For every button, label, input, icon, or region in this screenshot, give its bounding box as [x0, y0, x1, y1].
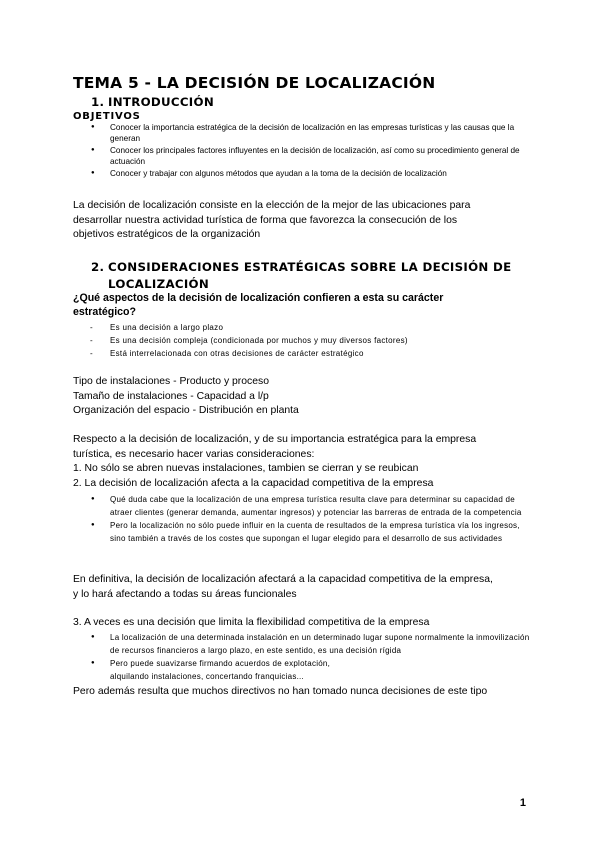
objectives-list — [110, 122, 530, 179]
paragraph-line: turística, es necesario hacer varias consideraciones: — [73, 448, 315, 460]
closing-line: Pero además resulta que muchos directivos no han tomado nunca decisiones de este tipo — [73, 686, 488, 697]
list-item: ● Pero puede suavizarse firmando acuerdos de explotación, alquilando instalaciones, concertando franquicias... — [110, 657, 360, 683]
section-1-number: 1. — [91, 95, 105, 109]
paragraph-line: Tipo de instalaciones - Producto y proceso — [73, 376, 269, 387]
list-item: ● Conocer los principales factores influyentes en la decisión de localización, así como su procedimiento general de actuación — [110, 145, 530, 167]
conclusion-paragraph — [73, 573, 493, 602]
paragraph-line: desarrollar nuestra actividad turística de forma que favorezca la consecución de los — [73, 214, 458, 226]
list-item: - Está interrelacionada con otras decisiones de carácter estratégico — [110, 347, 408, 360]
paragraph-line: 2. La decisión de localización afecta a la capacidad competitiva de la empresa — [73, 477, 434, 489]
page-title: TEMA 5 - LA DECISIÓN DE LOCALIZACIÓN — [73, 74, 436, 92]
objectives-label: OBJETIVOS — [73, 111, 141, 122]
list-item: - Es una decisión a largo plazo — [110, 321, 408, 334]
paragraph-line: Respecto a la decisión de localización, y de su importancia estratégica para la empresa — [73, 434, 477, 445]
considerations-intro — [73, 433, 476, 491]
point-3: 3. A veces es una decisión que limita la flexibilidad competitiva de la empresa — [73, 617, 430, 628]
section-1-title: INTRODUCCIÓN — [108, 95, 214, 109]
intro-paragraph — [73, 199, 470, 243]
section-2-title-line2: LOCALIZACIÓN — [108, 277, 210, 291]
section-2-heading — [91, 259, 511, 293]
strategic-question: ¿Qué aspectos de la decisión de localización confieren a esta su carácter estratégico? — [73, 292, 444, 318]
list-item: ● Pero la localización no sólo puede influir en la cuenta de resultados de la empresa turística vía los ingresos, sino también a través de los costes que supongan el lugar elegido para el desarrollo de sus actividades — [110, 519, 532, 545]
list-item: ● Qué duda cabe que la localización de una empresa turística resulta clave para determinar su capacidad de atraer clientes (generar demanda, aumentar ingresos) y potenciar las barreras de entrada de la competencia — [110, 493, 532, 519]
paragraph-line: y lo hará afectando a todas su áreas funcionales — [73, 588, 297, 600]
list-item: ● Conocer y trabajar con algunos métodos que ayudan a la toma de la decisión de localización — [110, 168, 530, 179]
section-1-heading — [91, 95, 214, 109]
paragraph-line: Organización del espacio - Distribución en planta — [73, 405, 299, 416]
paragraph-line: La decisión de localización consiste en la elección de la mejor de las ubicaciones para — [73, 200, 471, 211]
paragraph-line: objetivos estratégicos de la organización — [73, 229, 261, 240]
strategic-aspects-list — [110, 321, 408, 360]
section-2-number: 2. — [91, 260, 105, 274]
list-item: - Es una decisión compleja (condicionada por muchos y muy diversos factores) — [110, 334, 408, 347]
paragraph-line: En definitiva, la decisión de localización afectará a la capacidad competitiva de la empresa, — [73, 574, 493, 585]
page-number: 1 — [519, 797, 526, 809]
section-2-title-line1: CONSIDERACIONES ESTRATÉGICAS SOBRE LA DECISIÓN DE — [108, 260, 512, 274]
list-item: ● Conocer la importancia estratégica de la decisión de localización en las empresas turísticas y las causas que la generan — [110, 122, 530, 144]
point-2-bullets — [110, 493, 532, 545]
list-item: ● La localización de una determinada instalación en un determinado lugar supone normalmente la inmovilización de recursos financieros a largo plazo, en este sentido, es una decisión rígida — [110, 631, 532, 657]
decision-pairs — [73, 375, 299, 419]
point-3-bullets — [110, 631, 532, 683]
paragraph-line: Tamaño de instalaciones - Capacidad a l/p — [73, 390, 269, 402]
paragraph-line: 1. No sólo se abren nuevas instalaciones, tambien se cierran y se reubican — [73, 463, 419, 474]
